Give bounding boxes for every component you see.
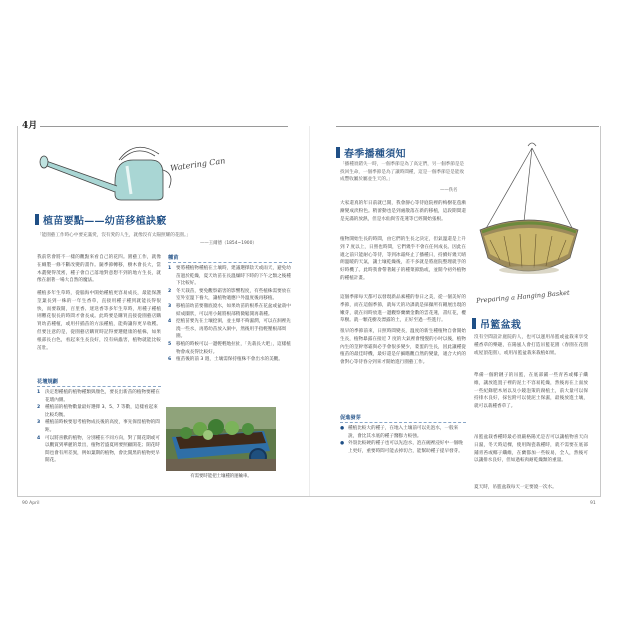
list-item: 6 植苗後的前 3 週，土壤需保持植株不會出水的美觀。 <box>168 357 283 363</box>
basket-label: Preparing a Hanging Basket <box>475 288 570 305</box>
book-gutter <box>309 126 310 496</box>
right-heading <box>336 145 406 160</box>
list-item: 1 要將種植物種植在土壤時，建議選擇陰天或雨天，避免幼苗過於乾燥，夏天幼苗在長溫燥時下時的下午之類之後種下比較好。 <box>168 266 291 287</box>
right-heading-text: 春季播種須知 <box>344 149 406 160</box>
list-item: 2 冬天栽苗，要免觀察霜害的影響程度，有些植株需要放在室外室溫下養大，讓植物適應戶外溫度後再移植。 <box>168 288 291 302</box>
env-list <box>37 389 161 465</box>
list-item: 1 決定想種植的植物種類與顏色，要長出新苗的植物要種在花壇內側。 <box>37 390 160 403</box>
right-para-2: 植物開始生長的時間，由它們的生長之決定，但氣溫還是上升到 7 度以上，日照也時間，它們幾乎不會在任何成長。因此在適之前只能耐心等待，等到冰霜終止了播種日，持續好幾天晴朗溫暖的天氣，讓土壤乾燥後，差不多就是將庭院整理就手的好時機了。此時我會帶著鏟子的種菜節點或，並開今初外植物的種植計畫。 <box>340 237 466 281</box>
hanging-basket-icon <box>470 140 586 310</box>
right-para-1: 大家還真的年日前就已開，我會靜心等待庭院裡的梅樹花苞漸漸變成淡粉色。稍蕾動也是到處散落在新的移植，這段期間還是充滿的放熱，但是水仙與雪花蓮等已經開始張根。 <box>340 201 466 222</box>
right-heading-2-text: 吊籃盆栽 <box>480 320 522 331</box>
right-folio: 91 <box>590 501 596 506</box>
left-heading-text: 植苗要點——幼苗移植訣竅 <box>43 216 167 227</box>
watering-can-icon <box>35 134 187 206</box>
right-para-7: 吊籃盆栽香種時最必須嚴格陽光是否可以讓植物喜天向日濕，冬天時這棵，使用陶瓷栽種時，就不需要在底部鋪青苔或椰子纖維，在蘭都加一些較易，全人，然後可以讓排水良好，但如過較肉耐乾燥類的重量。 <box>474 435 588 464</box>
page-frame-top-right <box>336 126 599 127</box>
left-sub-env: 花壇規劃 <box>37 379 58 385</box>
left-intro-2: 種植多年生草時，從腦海中開始種植更容易成長，最能保護莖葉長到一株的一年生香草，直接用種子種到就能長得很快，而要栽開，百里香、迷迭香等多年生草時，用種子種植則難花很長的時間才會長成。此時要是購買直接從園藝店購買幼苗種植，或用扦插苗的方法種植，能夠讓你更早收穫。但要注意的是，從園藝店購買時記得要選健康的植株，如果根部長白色，看起來生長良好，沒有病蟲害，植物就能比較茁壯。 <box>37 291 161 351</box>
right-para-3: 這個季節每天都可以發現新品素種的春日之美，從一個美好的季節，而在這個季節，就每天的功課就是採擷所有剛展出現的嫩芽，就在同時放進一邊觀察蘭蘭金數的雲花蓮，書紅花，櫻草樹。就一顆花樹及漂露的土，正好至過一些進行。 <box>340 295 466 324</box>
list-item: 3 移植前幼苗要徹底澆水，如果幼苗的根系在花盆或盆栽中結成團狀，可以用小鏟將根部稍微鬆開再栽種。 <box>168 303 291 317</box>
right-para-6: 準備一個附鏈子的吊籃，在底部鋪一些青苔或椰子纖維，讓放進置子裡的泥土不容易乾燥，然後再在上面放一些紀錄肥木屑以及小鏡泡策的腐植土，前大量可以保持排水良好，採包附可以使泥土保濕，最後放進土壤，就可以栽種香草了。 <box>474 373 588 410</box>
photo-caption: 有需要時能把土壤種的運輸車。 <box>190 474 252 479</box>
left-sub-env-rule <box>37 386 161 387</box>
page-frame-top-left <box>40 126 288 127</box>
right-quote: 「播種須錯失一時，一個季節是為了高定們，另一個季節是是找回生命，一個季節是為了讓時間種，這是一個季節是是能收成豐收屬於屬並生天的。」 <box>340 162 465 182</box>
right-para-8: 夏天時，吊籃盆栽每天一定要澆一次水。 <box>474 485 557 490</box>
heading-bar <box>336 147 340 158</box>
left-quote-attribution: ——王爾德（1854~1900） <box>200 241 257 246</box>
watering-can-label: Watering Can <box>169 156 226 173</box>
right-para-5: 沒有空間設計庭院的人，也可以運用吊籃或盆栽來享受種香草的樂趣，在陽風人會打造吊籃花園（春園在花園或屋頂花園），或用吊籃盆栽來栽植如果。 <box>474 335 588 356</box>
list-item: 4 挖植苗要先在土壤挖洞，並主爆不夠濕潤，可以在洞裡先澆一些水，再將幼苗放入洞中，然後用手指輕壓根部周圍。 <box>168 319 291 340</box>
list-item: 3 種植前時候要思考植物成長後的高度，事先保留植物的間距。 <box>37 420 160 433</box>
list-item: 2 種植前的植物數量最好選擇 3、5、7 等數，這樣看起來比較均衡。 <box>37 405 158 418</box>
heading-bar <box>35 214 39 225</box>
right-quote-attribution: ——佚名 <box>440 188 458 193</box>
heading-bar <box>472 318 476 329</box>
right-sub-tips-rule <box>340 422 466 423</box>
month-tab: 4月 <box>22 121 38 131</box>
right-heading-2 <box>472 316 521 331</box>
garden-cart-photo <box>166 407 276 471</box>
plant-list <box>168 265 292 364</box>
left-folio: 90 April <box>22 501 40 506</box>
left-sub-plant-rule <box>168 262 292 263</box>
left-heading <box>35 212 167 227</box>
right-sub-tips: 促進發芽 <box>340 415 361 421</box>
left-intro: 我前常會將不一樣的觀點來看自己的花四。園藝工作，就像在織製一條不斷改變的畫作。隨季節轉移，樹木會長大，當木叢變得茂密，種子會自己落地對意想不到的地方生長，就像在創著一場大自然的魔法。 <box>37 255 161 284</box>
list-item: ● 種植比較大的種子，在地入土壤前可以先泡水，一般來說，會比其水底的種子醫膨力較強。 <box>340 426 459 439</box>
right-para-4: 很早的季節前來，日照時間變長，溫度的新生種植物自會開始生長，植物暴露在接近 7 度的大氣裡會慢慢的小吋以後，植物內生的莖幹寒霜與必手會很多變少，萎蛋的生長，因此讓種從植苗的最佳時機，最好還是仔細瞧觀自然的變量，適合大約的會對心等待春分到來才開始進行園藝工作。 <box>340 329 466 366</box>
list-item: ● 外殼比較硬的種子也可以先泡水，泡在碗裡浸好中一個晚上更好，重要時間可能去掉切合，能幫助種子提早發芽。 <box>340 441 463 454</box>
list-item: 4 可以將喜歡的植物，分別種在不同方向，對了開花期或可以觀賞到華麗的景出，植物若盛夏則要照顧開花；開花時間也會有所差異，例如葉期的植物，會比開黑的植物更早開花。 <box>37 435 160 464</box>
left-sub-plant: 種苗 <box>168 255 179 261</box>
left-quote: 「能園藝工作時心中要充滿愛，沒有愛的人生，就像沒有太陽照耀的花園。」 <box>37 233 191 238</box>
list-item: 5 移植的時候可以一邊輕輕地拉扯，「先栽長大吧」，這樣植物會成長得比較好。 <box>168 341 291 355</box>
tips-list <box>340 425 466 455</box>
